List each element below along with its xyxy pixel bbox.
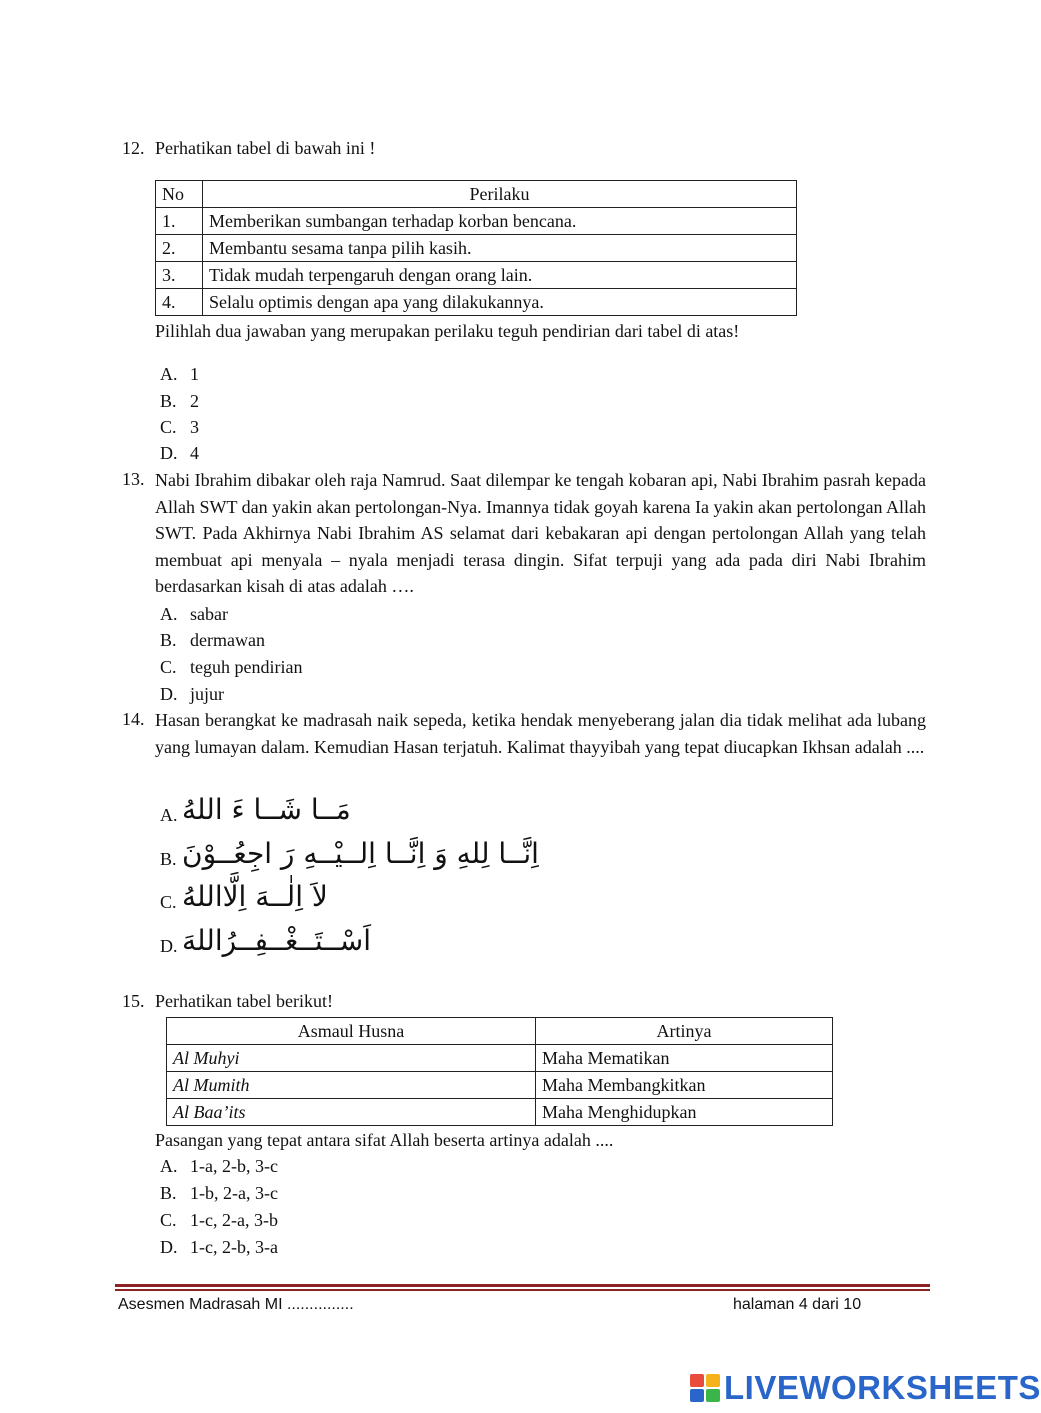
option-text: 3	[190, 417, 199, 437]
option-letter: C.	[160, 417, 177, 437]
arabic-text: اِنَّــا لِلهِ وَ اِنَّــا اِلــيْــهِ رَ اجِعُــوْنَ	[182, 837, 539, 870]
option-letter: A.	[160, 804, 178, 825]
q13-number: 13.	[122, 469, 145, 489]
option-text: teguh pendirian	[190, 657, 303, 677]
table-row	[156, 262, 797, 289]
q15-option-a[interactable]	[160, 1153, 278, 1179]
option-letter: C.	[160, 657, 177, 677]
option-text: 1-c, 2-a, 3-b	[190, 1210, 278, 1230]
option-letter: C.	[160, 1210, 177, 1230]
q12-number: 12.	[122, 138, 145, 158]
table-header-perilaku: Perilaku	[203, 181, 797, 208]
option-letter: A.	[160, 604, 178, 624]
option-letter: D.	[160, 935, 178, 956]
table-header-row	[167, 1018, 833, 1045]
footer-title: Asesmen Madrasah MI ...............	[118, 1296, 354, 1313]
table-header-asmaul: Asmaul Husna	[167, 1018, 536, 1045]
table-cell-meaning: Maha Menghidupkan	[536, 1099, 833, 1126]
table-header-no: No	[156, 181, 203, 208]
q12-option-d[interactable]	[160, 440, 199, 466]
table-cell-behavior: Membantu sesama tanpa pilih kasih.	[203, 235, 797, 262]
liveworksheets-logo[interactable]	[690, 1370, 1041, 1406]
table-cell-name: Al Muhyi	[167, 1045, 536, 1072]
q15-option-b[interactable]	[160, 1180, 278, 1206]
table-row	[167, 1099, 833, 1126]
table-cell-behavior: Selalu optimis dengan apa yang dilakukannya.	[203, 289, 797, 316]
option-text: 1-a, 2-b, 3-c	[190, 1156, 278, 1176]
q13-prompt: Nabi Ibrahim dibakar oleh raja Namrud. Saat dilempar ke tengah kobaran api, Nabi Ibrahim pasrah kepada Allah SWT dan yakin akan pertolongan-Nya. Imannya tidak goyah karena Ia yakin akan pertolongan Allah SWT. Pada Akhirnya Nabi Ibrahim AS selamat dari kebakaran api dengan pertolongan Allah yang telah membuat api menyala – nyala menjadi terasa dingin. Sifat terpuji yang ada pada diri Nabi Ibrahim berdasarkan kisah di atas adalah ….	[155, 470, 926, 597]
table-cell-no: 4.	[156, 289, 203, 316]
option-letter: C.	[160, 891, 177, 912]
option-letter: D.	[160, 443, 178, 463]
arabic-text: اَسْــتَــغْــفِــرُاللهَ	[182, 924, 372, 957]
option-letter: D.	[160, 1237, 178, 1257]
liveworksheets-wordmark: LIVEWORKSHEETS	[724, 1369, 1041, 1406]
q15-table	[166, 1017, 833, 1126]
footer-rule-thick	[115, 1284, 930, 1287]
table-header-row	[156, 181, 797, 208]
liveworksheets-icon	[690, 1374, 720, 1402]
q14-prompt: Hasan berangkat ke madrasah naik sepeda, ketika hendak menyeberang jalan dia tidak melihat ada lubang yang lumayan dalam. Kemudian Hasan terjatuh. Kalimat thayyibah yang tepat diucapkan Ikhsan adalah ....	[155, 710, 926, 757]
option-letter: D.	[160, 684, 178, 704]
q15-prompt: Perhatikan tabel berikut!	[155, 991, 333, 1011]
q15-number: 15.	[122, 991, 145, 1011]
table-cell-no: 1.	[156, 208, 203, 235]
table-header-artinya: Artinya	[536, 1018, 833, 1045]
q12-table	[155, 180, 797, 316]
q14-option-b[interactable]	[160, 833, 539, 875]
table-cell-behavior: Tidak mudah terpengaruh dengan orang lain.	[203, 262, 797, 289]
table-cell-meaning: Maha Mematikan	[536, 1045, 833, 1072]
q13-option-b[interactable]	[160, 627, 265, 653]
option-text: 2	[190, 391, 199, 411]
arabic-text: لاَ اِلٰــهَ اِلَّااللهُ	[182, 880, 328, 913]
option-text: 4	[190, 443, 199, 463]
option-text: sabar	[190, 604, 228, 624]
option-text: 1-c, 2-b, 3-a	[190, 1237, 278, 1257]
option-letter: B.	[160, 848, 177, 869]
option-letter: A.	[160, 1156, 178, 1176]
option-letter: B.	[160, 630, 177, 650]
option-letter: B.	[160, 391, 177, 411]
q14-option-c[interactable]	[160, 876, 328, 918]
table-cell-no: 3.	[156, 262, 203, 289]
option-text: jujur	[190, 684, 224, 704]
table-row	[156, 289, 797, 316]
q12-option-b[interactable]	[160, 388, 199, 414]
q12-option-c[interactable]	[160, 414, 199, 440]
q14-option-a[interactable]	[160, 789, 351, 831]
q14-option-d[interactable]	[160, 920, 371, 962]
footer-page-number: halaman 4 dari 10	[733, 1296, 862, 1313]
table-row	[156, 208, 797, 235]
q12-prompt: Perhatikan tabel di bawah ini !	[155, 138, 376, 158]
option-letter: B.	[160, 1183, 177, 1203]
table-cell-name: Al Mumith	[167, 1072, 536, 1099]
table-row	[167, 1045, 833, 1072]
q13-option-c[interactable]	[160, 654, 302, 680]
q15-instruction: Pasangan yang tepat antara sifat Allah beserta artinya adalah ....	[155, 1130, 614, 1150]
table-row	[156, 235, 797, 262]
q15-option-c[interactable]	[160, 1207, 278, 1233]
option-text: 1-b, 2-a, 3-c	[190, 1183, 278, 1203]
arabic-text: مَــا شَــا ءَ اللهُ	[182, 793, 351, 826]
q14-number: 14.	[122, 709, 145, 729]
table-cell-name: Al Baa’its	[167, 1099, 536, 1126]
q12-instruction: Pilihlah dua jawaban yang merupakan perilaku teguh pendirian dari tabel di atas!	[155, 321, 740, 341]
option-text: 1	[190, 364, 199, 384]
option-text: dermawan	[190, 630, 265, 650]
table-cell-meaning: Maha Membangkitkan	[536, 1072, 833, 1099]
q13-option-a[interactable]	[160, 601, 228, 627]
option-letter: A.	[160, 364, 178, 384]
table-row	[167, 1072, 833, 1099]
table-cell-behavior: Memberikan sumbangan terhadap korban bencana.	[203, 208, 797, 235]
q12-option-a[interactable]	[160, 361, 199, 387]
footer-rule-thin	[115, 1289, 930, 1291]
q15-option-d[interactable]	[160, 1234, 278, 1260]
q13-option-d[interactable]	[160, 681, 224, 707]
table-cell-no: 2.	[156, 235, 203, 262]
